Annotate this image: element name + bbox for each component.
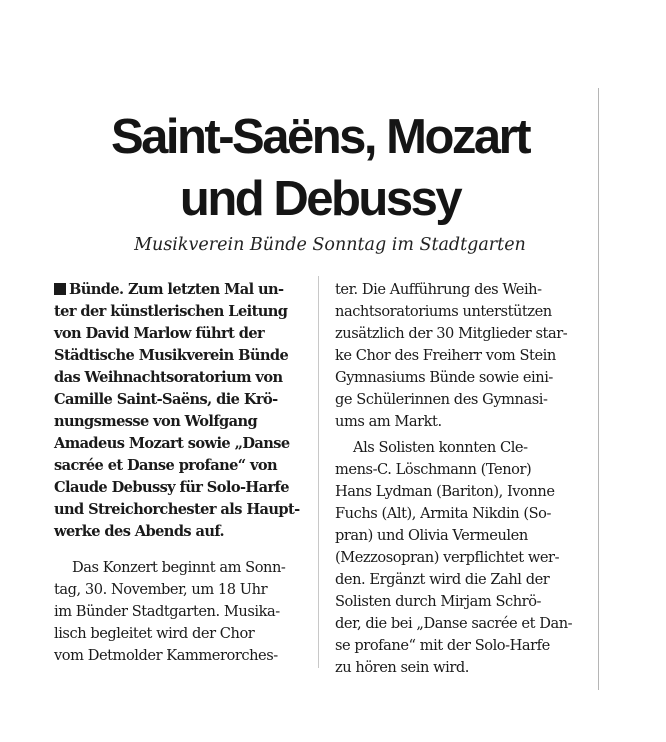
lead-line: das Weihnachtsoratorium von (54, 369, 283, 386)
headline-line-1: Saint-Saëns, Mozart (110, 110, 530, 164)
body-line: im Bünder Stadtgarten. Musika- (54, 603, 280, 620)
body-line: lisch begleitet wird der Chor (54, 625, 255, 642)
body-line: Gymnasiums Bünde sowie eini- (335, 369, 553, 386)
body-line: Als Solisten konnten Cle- (353, 439, 528, 456)
body-line: mens-C. Löschmann (Tenor) (335, 461, 532, 478)
subtitle: Musikverein Bünde Sonntag im Stadtgarten (134, 235, 526, 255)
body-line: Fuchs (Alt), Armita Nikdin (So- (335, 505, 551, 522)
body-line: ums am Markt. (335, 413, 442, 430)
lead-line: Claude Debussy für Solo-Harfe (54, 479, 289, 496)
body-line: ke Chor des Freiherr vom Stein (335, 347, 556, 364)
lead-line: werke des Abends auf. (54, 523, 225, 540)
body-line: zu hören sein wird. (335, 659, 469, 676)
lead-line: ter der künstlerischen Leitung (54, 303, 288, 320)
lead-line-text: Bünde. Zum letzten Mal un- (69, 281, 284, 298)
lead-line: und Streichorchester als Haupt- (54, 501, 300, 518)
body-line: pran) und Olivia Vermeulen (335, 527, 528, 544)
body-line: zusätzlich der 30 Mitglieder star- (335, 325, 568, 342)
lead-line: Städtische Musikverein Bünde (54, 347, 289, 364)
body-line: Das Konzert beginnt am Sonn- (72, 559, 286, 576)
column-divider (318, 276, 319, 668)
lead-line: sacrée et Danse profane“ von (54, 457, 278, 474)
paragraph-marker-icon (54, 283, 66, 295)
body-line: tag, 30. November, um 18 Uhr (54, 581, 268, 598)
body-line: se profane“ mit der Solo-Harfe (335, 637, 550, 654)
lead-line: Camille Saint-Saëns, die Krö- (54, 391, 278, 408)
body-line: ter. Die Aufführung des Weih- (335, 281, 542, 298)
lead-line: nungsmesse von Wolfgang (54, 413, 258, 430)
body-line: vom Detmolder Kammerorches- (54, 647, 278, 664)
body-line: den. Ergänzt wird die Zahl der (335, 571, 550, 588)
body-line: Hans Lydman (Bariton), Ivonne (335, 483, 555, 500)
lead-line: Amadeus Mozart sowie „Danse (54, 435, 290, 452)
body-line: Solisten durch Mirjam Schrö- (335, 593, 542, 610)
body-line: ge Schülerinnen des Gymnasi- (335, 391, 548, 408)
headline-line-2: und Debussy (179, 172, 461, 226)
body-line: der, die bei „Danse sacrée et Dan- (335, 615, 573, 632)
lead-line: von David Marlow führt der (54, 325, 265, 342)
lead-line (54, 280, 283, 300)
body-line: (Mezzosopran) verpflichtet wer- (335, 549, 560, 566)
body-line: nachtsoratoriums unterstützen (335, 303, 552, 320)
